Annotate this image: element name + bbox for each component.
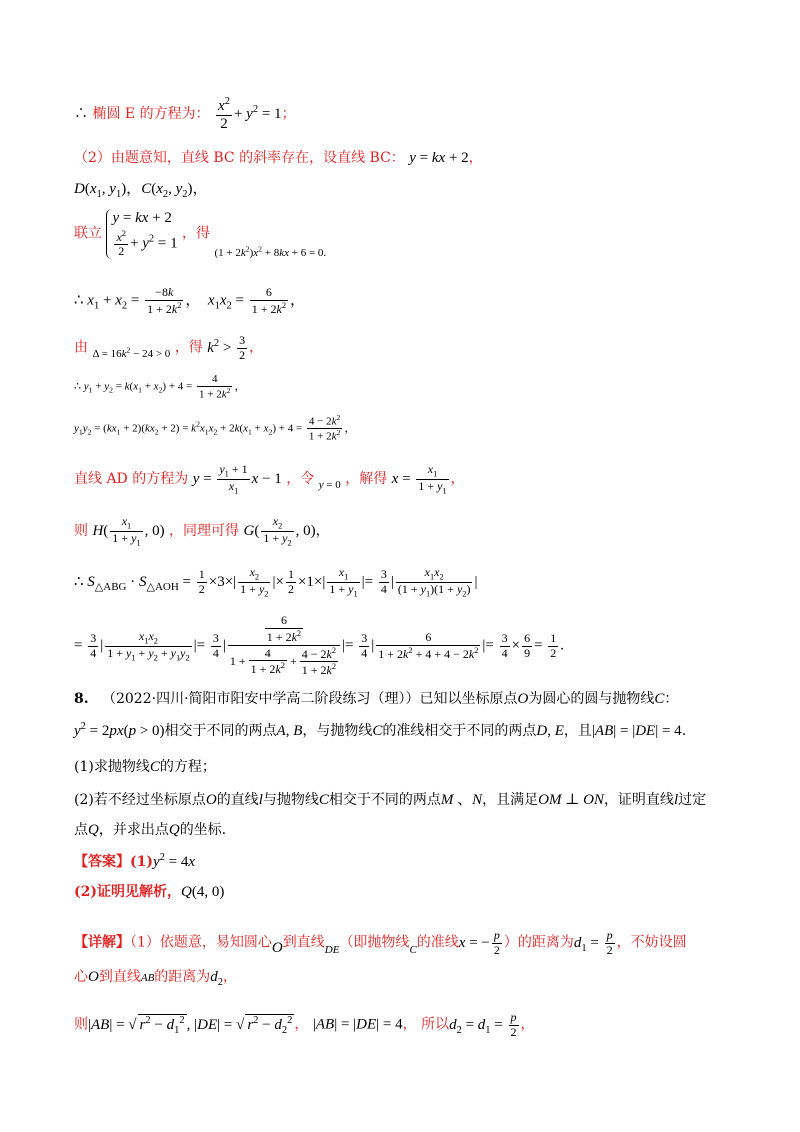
detail-line1: 【详解】（1）依题意，易知圆心O到直线$_{DE}$（即抛物线$_C$的准线x = − $\frac{p}{2}$ ）的距离为$d_1$ = $\frac{p}{2}$ ，不妨设圆 — [74, 928, 687, 957]
line-bc-formula: y = kx + 2 — [409, 150, 469, 166]
k-condition: $k^2$ > $\frac{3}{2}$ — [207, 333, 246, 362]
discriminant: Δ = 16k2 − 24 > 0 — [92, 345, 171, 360]
question-8-part1: (1)求抛物线C的方程； — [74, 759, 216, 775]
area-result: = $\frac{3}{4}$ | $\frac{x_1x_2}{1 + y_1 + y_2 + y_1y_2}$ |= $\frac{3}{4}$ | $\frac{6}{1 + 2k^2}$ 1 + $\frac{4}{1 + 2k^2}$ + $\frac{4 - 2k^2}{1 + 2k^2}$ |= $\frac{3}{4}$ | $\frac{6}{1 + 2k^2 + 4 + 4 - 2k^2}$ |= $\frac{3}{4}$ × $\frac{6}{9}$ = $\frac{1}{2}$ . — [74, 613, 565, 678]
ze-label: 则 — [74, 522, 88, 539]
point-g: G( $\frac{x_2}{1 + y_2}$ , 0) — [243, 514, 316, 548]
line-ad-formula: y = $\frac{y_1 + 1}{x_1}$ x − 1 — [192, 462, 282, 496]
detail-line2: 心O到直线AB的距离为$d_2$， — [74, 969, 238, 988]
de-label: ，得 — [182, 225, 211, 242]
line-ellipse-equation: ∴ 椭圆 E 的方程为： $\frac{x^2}{2}$ + $y^2 = 1$； — [74, 96, 296, 133]
question-8-part2-line1: (2)若不经过坐标原点O的直线l与抛物线C相交于不同的两点M 、N，且满足OM ⊥ ON，证明直线l过定 — [74, 792, 707, 808]
y-product: $y_1y_2 = (kx_1 + 2)(kx_2 + 2) = k^2x_1x_2 + 2k(x_1 + x_2) + 4$ = $\frac{4 - 2k^2}{1 + 2k^2}$ ， — [74, 413, 356, 443]
question-8-line1: 8. （2022·四川·简阳市阳安中学高二阶段练习（理））已知以坐标原点O为圆心的圆与抛物线C： — [74, 691, 679, 707]
ellipse-label: 椭圆 E 的方程为： — [92, 106, 210, 123]
jie-label: ，解得 — [345, 470, 388, 487]
detail-line3: 则|AB| = √ $r^2 - d_1^2$ , |DE| = √ $r^2 - d_2^2$ ， |AB| = |DE| = 4， 所以$d_2 = d_1$ = $\frac{p}{2}$ ， — [74, 1010, 535, 1039]
therefore-symbol: ∴ — [74, 106, 88, 123]
question-8-part2-line2: 点Q，并求出点Q的坐标. — [74, 822, 227, 838]
line-ad-equation: 直线 AD 的方程为 y = $\frac{y_1 + 1}{x_1}$ x − 1 ，令 $_{y = 0}$ ，解得 x = $\frac{x_1}{1 + y_1}$ ， — [74, 462, 465, 496]
question-number: 8. — [74, 691, 89, 707]
points-d-c: $D(x_1$, $y_1$)，$C(x_2$, $y_2$)， — [74, 181, 208, 200]
you-label: 由 — [74, 339, 88, 356]
de-label-2: ，得 — [174, 339, 203, 356]
quadratic-equation: (1 + 2k2)x2 + 8kx + 6 = 0. — [214, 244, 327, 260]
answer-line1: 【答案】$(1)y^2 = 4x$ — [74, 852, 196, 870]
line-part2-intro: （2）由题意知，直线 BC 的斜率存在，设直线 BC： y = kx + 2， — [74, 150, 483, 166]
x-solution: x = $\frac{x_1}{1 + y_1}$ — [391, 462, 447, 496]
lianli-label: 联立 — [74, 225, 102, 242]
answer-label: 【答案】 — [74, 854, 130, 870]
area-product: ∴ $S_{\triangle ABG} \cdot S_{\triangle AOH}$ = $\frac{1}{2}$ ×3×| $\frac{x_2}{1 + y_2}$ |× $\frac{1}{2}$ ×1×| $\frac{x_1}{1 + y_1}$ |= $\frac{3}{4}$ | $\frac{x_1x_2}{(1 + y_1)(1 + y_2)}$ | — [74, 565, 478, 599]
y-sum: ∴ $y_1 + y_2 = k(x_1 + x_2) + 4$ = $\frac{4}{1 + 2k^2}$ ， — [74, 373, 246, 401]
system-brace: y = kx + 2 $\frac{x^2}{2}$ + $y^2 = 1$ — [106, 209, 177, 259]
discriminant-line: 由 $_{\Delta = 16k^2 - 24 > 0}$ ，得 $k^2$ > $\frac{3}{2}$ ， — [74, 333, 264, 362]
part2-text: （2）由题意知，直线 BC 的斜率存在，设直线 BC： — [74, 150, 405, 166]
ellipse-formula: $\frac{x^2}{2}$ + $y^2 = 1$ — [218, 96, 282, 133]
tongli-label: ，同理可得 — [169, 522, 240, 539]
answer-line2: (2)证明见解析，Q(4, 0) — [74, 884, 225, 900]
y-zero: y = 0 — [318, 478, 341, 491]
point-h: H( $\frac{x_1}{1 + y_1}$ , 0) — [92, 514, 165, 548]
ling-label: ，令 — [286, 470, 315, 487]
vieta-formulas: ∴ $x_1 + x_2$ = $\frac{-8k}{1 + 2k^2}$ ， $x_1x_2$ = $\frac{6}{1 + 2k^2}$ ， — [74, 285, 306, 316]
system-equations — [74, 209, 326, 259]
detail-label: 【详解】 — [74, 934, 130, 951]
question-source: （2022·四川·简阳市阳安中学高二阶段练习（理）） — [101, 691, 420, 707]
line-ad-label: 直线 AD 的方程为 — [74, 470, 189, 487]
question-8-line2: $y^2 = 2px(p > 0)$相交于不同的两点A, B，与抛物线C的准线相交于不同的两点D, E，且|AB| = |DE| = 4. — [74, 721, 687, 739]
points-h-g: 则 H( $\frac{x_1}{1 + y_1}$ , 0) ，同理可得 G( $\frac{x_2}{1 + y_2}$ , 0)， — [74, 514, 330, 548]
